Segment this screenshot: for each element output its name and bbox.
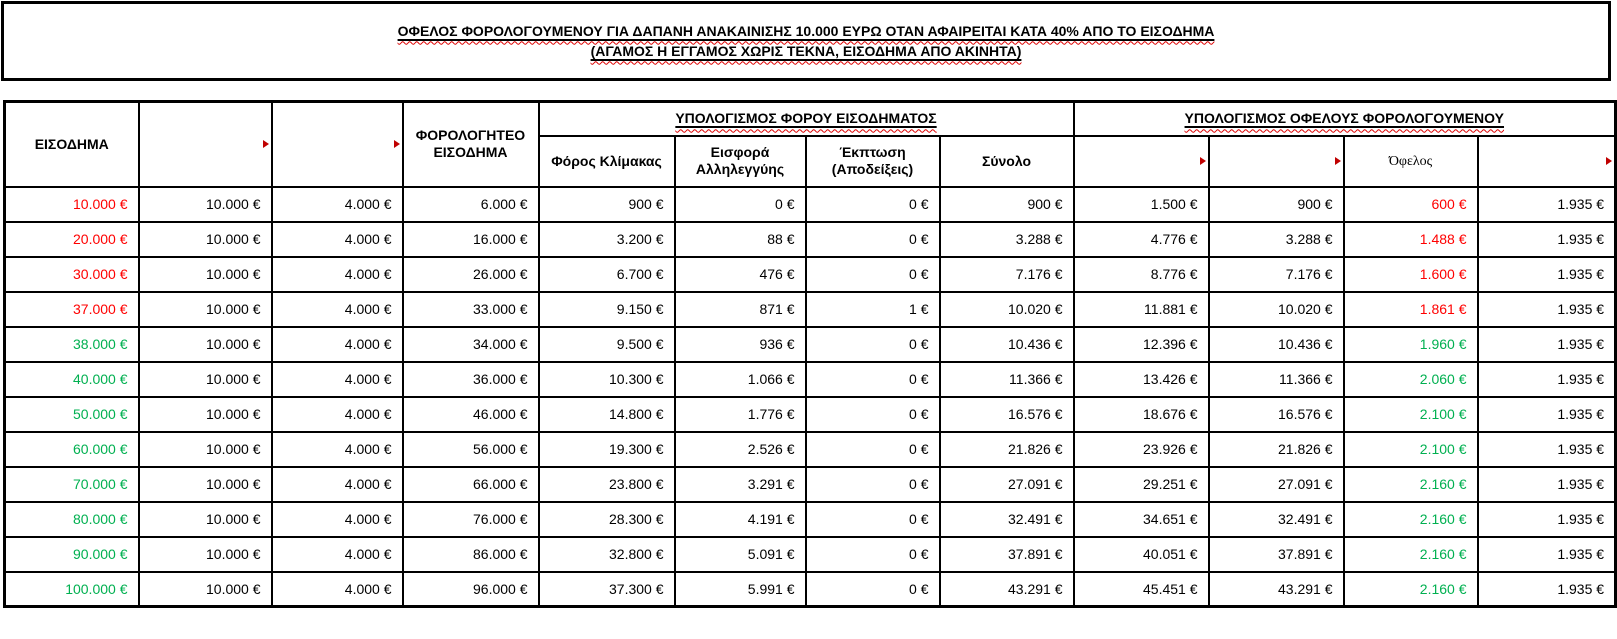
table-cell[interactable]: 1.935 € xyxy=(1478,187,1616,222)
table-cell[interactable]: 2.160 € xyxy=(1344,467,1478,502)
table-cell[interactable]: 1 € xyxy=(806,292,940,327)
table-cell[interactable]: 4.000 € xyxy=(272,257,403,292)
table-cell[interactable]: 0 € xyxy=(806,327,940,362)
table-cell[interactable]: 32.491 € xyxy=(1209,502,1344,537)
header-group-income-tax-calc[interactable] xyxy=(539,102,1074,136)
table-cell[interactable]: 16.000 € xyxy=(403,222,539,257)
header-cell-benefit-col4-commented[interactable] xyxy=(1478,136,1616,187)
header-cell-benefit-col2-commented[interactable] xyxy=(1209,136,1344,187)
table-cell[interactable]: 7.176 € xyxy=(1209,257,1344,292)
page-subtitle xyxy=(591,43,1022,60)
table-cell[interactable]: 16.576 € xyxy=(940,397,1074,432)
table-body xyxy=(5,187,1616,607)
header-row-groups xyxy=(5,102,1616,136)
table-row xyxy=(5,572,1616,607)
table-cell[interactable]: 4.000 € xyxy=(272,222,403,257)
table-cell[interactable]: 10.000 € xyxy=(139,432,272,467)
header-cell-receipts-discount[interactable]: Έκπτωση (Αποδείξεις) xyxy=(806,136,940,187)
table-cell[interactable]: 80.000 € xyxy=(5,502,139,537)
table-cell[interactable]: 40.000 € xyxy=(5,362,139,397)
table-cell[interactable]: 4.000 € xyxy=(272,187,403,222)
table-cell[interactable]: 38.000 € xyxy=(5,327,139,362)
table-cell[interactable]: 43.291 € xyxy=(940,572,1074,607)
table-cell[interactable]: 1.935 € xyxy=(1478,502,1616,537)
table-cell[interactable]: 37.891 € xyxy=(940,537,1074,572)
table-cell[interactable]: 10.000 € xyxy=(139,467,272,502)
table-cell[interactable]: 2.526 € xyxy=(675,432,806,467)
table-cell[interactable]: 10.000 € xyxy=(139,502,272,537)
table-cell[interactable]: 5.091 € xyxy=(675,537,806,572)
table-cell[interactable]: 1.935 € xyxy=(1478,222,1616,257)
header-group-income-tax-calc-label: ΥΠΟΛΟΓΙΣΜΟΣ ΦΟΡΟΥ ΕΙΣΟΔΗΜΑΤΟΣ xyxy=(675,110,937,127)
table-row xyxy=(5,502,1616,537)
table-cell[interactable]: 60.000 € xyxy=(5,432,139,467)
table-cell[interactable]: 10.000 € xyxy=(139,222,272,257)
table-cell[interactable]: 56.000 € xyxy=(403,432,539,467)
table-cell[interactable]: 10.000 € xyxy=(5,187,139,222)
table-cell[interactable]: 2.160 € xyxy=(1344,502,1478,537)
table-cell[interactable]: 46.000 € xyxy=(403,397,539,432)
table-cell[interactable]: 10.000 € xyxy=(139,397,272,432)
tax-benefit-spreadsheet xyxy=(3,100,1617,608)
table-cell[interactable]: 18.676 € xyxy=(1074,397,1209,432)
table-cell[interactable]: 4.000 € xyxy=(272,572,403,607)
table-cell[interactable]: 1.935 € xyxy=(1478,362,1616,397)
table-cell[interactable]: 10.436 € xyxy=(940,327,1074,362)
table-cell[interactable]: 10.000 € xyxy=(139,257,272,292)
table-cell[interactable]: 10.000 € xyxy=(139,327,272,362)
table-cell[interactable]: 26.000 € xyxy=(403,257,539,292)
table-cell[interactable]: 900 € xyxy=(539,187,675,222)
table-cell[interactable]: 3.288 € xyxy=(940,222,1074,257)
table-cell[interactable]: 86.000 € xyxy=(403,537,539,572)
table-cell[interactable]: 10.300 € xyxy=(539,362,675,397)
table-cell[interactable]: 1.500 € xyxy=(1074,187,1209,222)
table-cell[interactable]: 0 € xyxy=(806,432,940,467)
table-cell[interactable]: 28.300 € xyxy=(539,502,675,537)
table-cell[interactable]: 20.000 € xyxy=(5,222,139,257)
table-cell[interactable]: 6.700 € xyxy=(539,257,675,292)
header-cell-total[interactable]: Σύνολο xyxy=(940,136,1074,187)
table-cell[interactable]: 10.000 € xyxy=(139,187,272,222)
table-cell[interactable]: 4.776 € xyxy=(1074,222,1209,257)
table-cell[interactable]: 4.000 € xyxy=(272,467,403,502)
table-cell[interactable]: 32.491 € xyxy=(940,502,1074,537)
table-cell[interactable]: 2.100 € xyxy=(1344,397,1478,432)
table-cell[interactable]: 9.150 € xyxy=(539,292,675,327)
table-row xyxy=(5,187,1616,222)
table-cell[interactable]: 1.935 € xyxy=(1478,397,1616,432)
comment-indicator-icon xyxy=(1335,157,1341,165)
table-cell[interactable]: 871 € xyxy=(675,292,806,327)
table-cell[interactable]: 10.020 € xyxy=(940,292,1074,327)
table-cell[interactable]: 100.000 € xyxy=(5,572,139,607)
table-cell[interactable]: 16.576 € xyxy=(1209,397,1344,432)
table-cell[interactable]: 96.000 € xyxy=(403,572,539,607)
table-cell[interactable]: 4.191 € xyxy=(675,502,806,537)
table-cell[interactable]: 2.060 € xyxy=(1344,362,1478,397)
table-row xyxy=(5,467,1616,502)
table-cell[interactable]: 0 € xyxy=(806,187,940,222)
table-cell[interactable]: 8.776 € xyxy=(1074,257,1209,292)
table-cell[interactable]: 13.426 € xyxy=(1074,362,1209,397)
table-cell[interactable]: 1.935 € xyxy=(1478,537,1616,572)
header-group-taxpayer-benefit-calc-label: ΥΠΟΛΟΓΙΣΜΟΣ ΟΦΕΛΟΥΣ ΦΟΡΟΛΟΓΟΥΜΕΝΟΥ xyxy=(1184,110,1505,127)
table-cell[interactable]: 0 € xyxy=(675,187,806,222)
table-cell[interactable]: 476 € xyxy=(675,257,806,292)
table-cell[interactable]: 1.776 € xyxy=(675,397,806,432)
comment-indicator-icon xyxy=(1606,157,1612,165)
table-cell[interactable]: 2.160 € xyxy=(1344,572,1478,607)
table-cell[interactable]: 10.000 € xyxy=(139,362,272,397)
page-title-line2: (ΑΓΑΜΟΣ Η ΕΓΓΑΜΟΣ ΧΩΡΙΣ ΤΕΚΝΑ, ΕΙΣΟΔΗΜΑ ΑΠΟ ΑΚΙΝΗΤΑ) xyxy=(590,42,1022,59)
table-cell[interactable]: 0 € xyxy=(806,502,940,537)
table-cell[interactable]: 5.991 € xyxy=(675,572,806,607)
comment-indicator-icon xyxy=(263,140,269,148)
table-row xyxy=(5,432,1616,467)
table-cell[interactable]: 10.000 € xyxy=(139,292,272,327)
table-cell[interactable]: 0 € xyxy=(806,467,940,502)
table-cell[interactable]: 37.300 € xyxy=(539,572,675,607)
table-cell[interactable]: 900 € xyxy=(1209,187,1344,222)
table-cell[interactable]: 37.000 € xyxy=(5,292,139,327)
table-cell[interactable]: 70.000 € xyxy=(5,467,139,502)
table-cell[interactable]: 32.800 € xyxy=(539,537,675,572)
table-cell[interactable]: 1.935 € xyxy=(1478,292,1616,327)
table-cell[interactable]: 1.935 € xyxy=(1478,467,1616,502)
table-cell[interactable]: 12.396 € xyxy=(1074,327,1209,362)
table-cell[interactable]: 11.881 € xyxy=(1074,292,1209,327)
table-cell[interactable]: 9.500 € xyxy=(539,327,675,362)
table-cell[interactable]: 4.000 € xyxy=(272,432,403,467)
table-cell[interactable]: 3.291 € xyxy=(675,467,806,502)
table-cell[interactable]: 21.826 € xyxy=(1209,432,1344,467)
table-cell[interactable]: 90.000 € xyxy=(5,537,139,572)
table-cell[interactable]: 1.861 € xyxy=(1344,292,1478,327)
table-cell[interactable]: 34.651 € xyxy=(1074,502,1209,537)
table-cell[interactable]: 30.000 € xyxy=(5,257,139,292)
table-row xyxy=(5,397,1616,432)
table-cell[interactable]: 23.800 € xyxy=(539,467,675,502)
table-cell[interactable]: 0 € xyxy=(806,572,940,607)
table-cell[interactable]: 45.451 € xyxy=(1074,572,1209,607)
header-cell-benefit[interactable]: Όφελος xyxy=(1344,136,1478,187)
table-cell[interactable]: 3.200 € xyxy=(539,222,675,257)
table-cell[interactable]: 4.000 € xyxy=(272,362,403,397)
table-cell[interactable]: 0 € xyxy=(806,222,940,257)
title-box xyxy=(1,1,1611,81)
table-cell[interactable]: 0 € xyxy=(806,397,940,432)
table-cell[interactable]: 33.000 € xyxy=(403,292,539,327)
header-cell-taxable-income[interactable]: ΦΟΡΟΛΟΓΗΤΕΟ ΕΙΣΟΔΗΜΑ xyxy=(403,102,539,187)
table-cell[interactable]: 11.366 € xyxy=(1209,362,1344,397)
table-cell[interactable]: 34.000 € xyxy=(403,327,539,362)
table-cell[interactable]: 1.066 € xyxy=(675,362,806,397)
header-cell-income[interactable]: ΕΙΣΟΔΗΜΑ xyxy=(5,102,139,187)
table-cell[interactable]: 900 € xyxy=(940,187,1074,222)
table-cell[interactable]: 10.436 € xyxy=(1209,327,1344,362)
table-cell[interactable]: 0 € xyxy=(806,257,940,292)
table-cell[interactable]: 3.288 € xyxy=(1209,222,1344,257)
table-cell[interactable]: 7.176 € xyxy=(940,257,1074,292)
table-cell[interactable]: 27.091 € xyxy=(1209,467,1344,502)
table-row xyxy=(5,362,1616,397)
table-cell[interactable]: 2.100 € xyxy=(1344,432,1478,467)
table-cell[interactable]: 4.000 € xyxy=(272,502,403,537)
table-cell[interactable]: 0 € xyxy=(806,362,940,397)
table-cell[interactable]: 40.051 € xyxy=(1074,537,1209,572)
table-cell[interactable]: 10.000 € xyxy=(139,572,272,607)
header-cell-expense-commented[interactable] xyxy=(139,102,272,187)
table-cell[interactable]: 19.300 € xyxy=(539,432,675,467)
header-cell-tax-scale[interactable]: Φόρος Κλίμακας xyxy=(539,136,675,187)
table-row xyxy=(5,292,1616,327)
table-row xyxy=(5,537,1616,572)
table-cell[interactable]: 36.000 € xyxy=(403,362,539,397)
table-row xyxy=(5,327,1616,362)
header-cell-solidarity-levy[interactable]: Εισφορά Αλληλεγγύης xyxy=(675,136,806,187)
table-cell[interactable]: 14.800 € xyxy=(539,397,675,432)
table-cell[interactable]: 1.488 € xyxy=(1344,222,1478,257)
table-cell[interactable]: 1.935 € xyxy=(1478,327,1616,362)
table-cell[interactable]: 11.366 € xyxy=(940,362,1074,397)
header-group-taxpayer-benefit-calc[interactable] xyxy=(1074,102,1616,136)
table-cell[interactable]: 43.291 € xyxy=(1209,572,1344,607)
table-cell[interactable]: 4.000 € xyxy=(272,397,403,432)
table-cell[interactable]: 37.891 € xyxy=(1209,537,1344,572)
table-cell[interactable]: 10.000 € xyxy=(139,537,272,572)
table-cell[interactable]: 27.091 € xyxy=(940,467,1074,502)
table-cell[interactable]: 29.251 € xyxy=(1074,467,1209,502)
table-row xyxy=(5,257,1616,292)
table-cell[interactable]: 1.935 € xyxy=(1478,572,1616,607)
table-cell[interactable]: 1.935 € xyxy=(1478,257,1616,292)
table-cell[interactable]: 66.000 € xyxy=(403,467,539,502)
table-cell[interactable]: 76.000 € xyxy=(403,502,539,537)
table-cell[interactable]: 4.000 € xyxy=(272,537,403,572)
table-cell[interactable]: 0 € xyxy=(806,537,940,572)
table-cell[interactable]: 1.600 € xyxy=(1344,257,1478,292)
header-cell-benefit-col1-commented[interactable] xyxy=(1074,136,1209,187)
table-cell[interactable]: 1.935 € xyxy=(1478,432,1616,467)
table-cell[interactable]: 21.826 € xyxy=(940,432,1074,467)
table-cell[interactable]: 600 € xyxy=(1344,187,1478,222)
table-cell[interactable]: 6.000 € xyxy=(403,187,539,222)
table-cell[interactable]: 10.020 € xyxy=(1209,292,1344,327)
table-cell[interactable]: 88 € xyxy=(675,222,806,257)
comment-indicator-icon xyxy=(1200,157,1206,165)
table-row xyxy=(5,222,1616,257)
table-cell[interactable]: 936 € xyxy=(675,327,806,362)
table-cell[interactable]: 50.000 € xyxy=(5,397,139,432)
table-cell[interactable]: 4.000 € xyxy=(272,292,403,327)
comment-indicator-icon xyxy=(394,140,400,148)
table-cell[interactable]: 1.960 € xyxy=(1344,327,1478,362)
table-cell[interactable]: 4.000 € xyxy=(272,327,403,362)
page-title xyxy=(398,23,1215,40)
table-cell[interactable]: 23.926 € xyxy=(1074,432,1209,467)
page-title-line1: ΟΦΕΛΟΣ ΦΟΡΟΛΟΓΟΥΜΕΝΟΥ ΓΙΑ ΔΑΠΑΝΗ ΑΝΑΚΑΙΝΙΣΗΣ 10.000 ΕΥΡΩ ΟΤΑΝ ΑΦΑΙΡΕΙΤΑΙ ΚΑΤΑ 40% ΑΠΟ ΤΟ ΕΙΣΟΔΗΜΑ xyxy=(397,22,1215,39)
table-cell[interactable]: 2.160 € xyxy=(1344,537,1478,572)
header-cell-deduction-commented[interactable] xyxy=(272,102,403,187)
